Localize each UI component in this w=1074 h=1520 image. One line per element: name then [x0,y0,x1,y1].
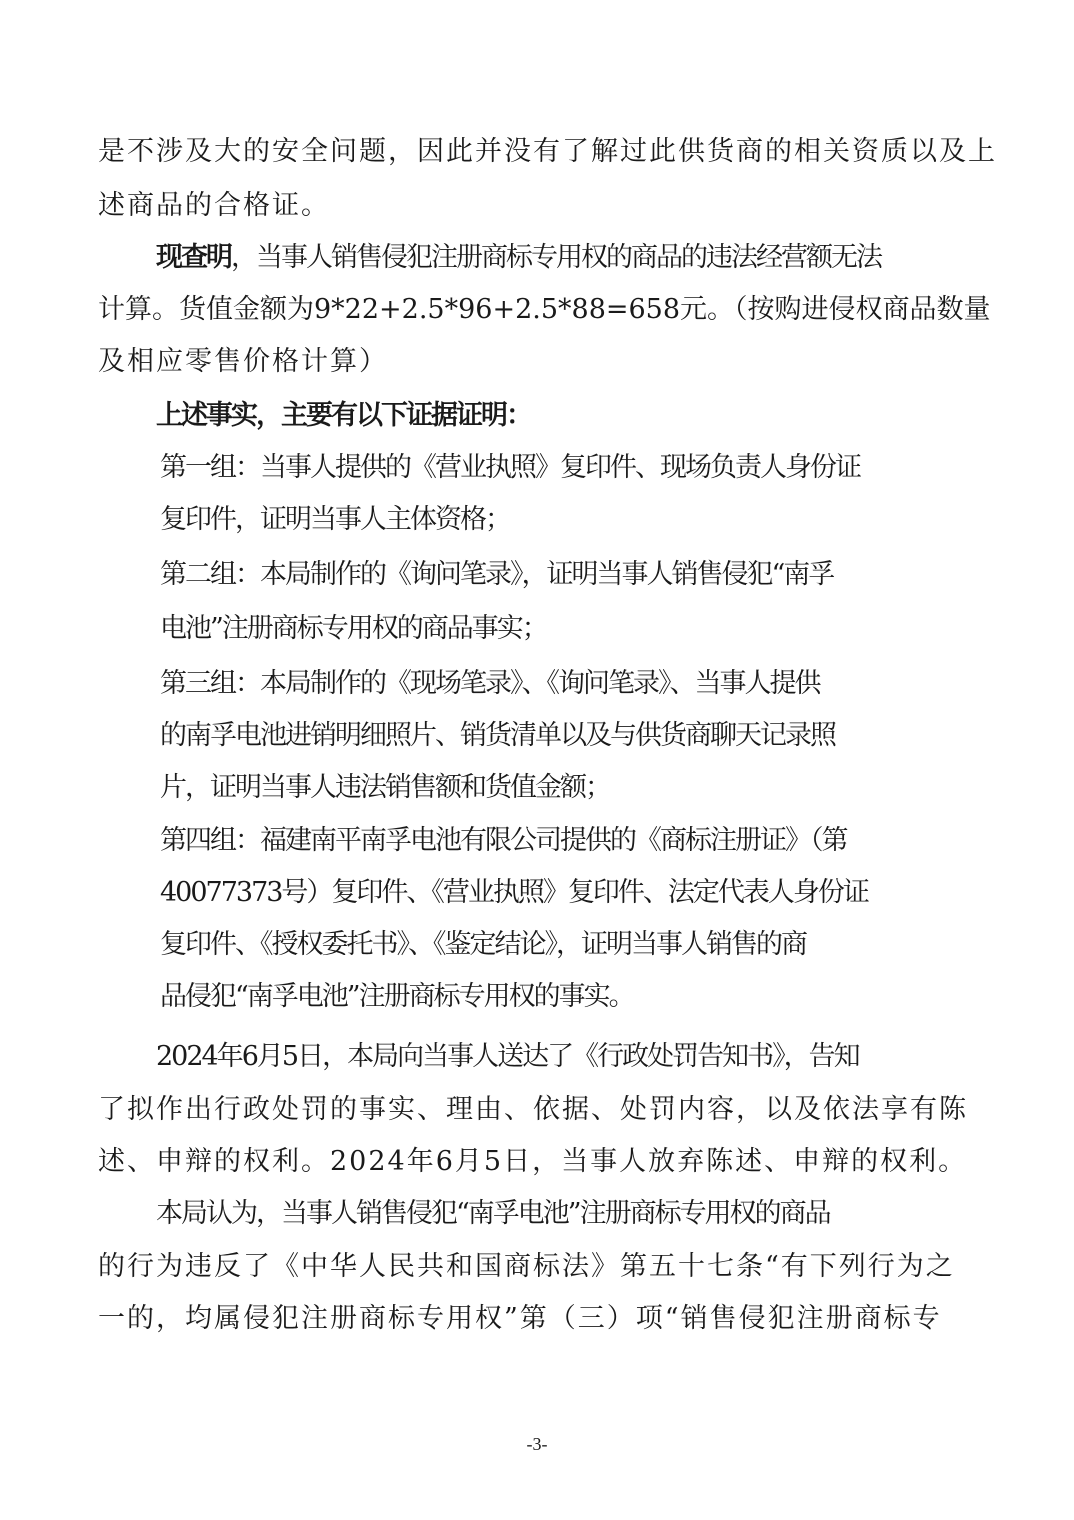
paragraph-1-line-2: 述商品的合格证。 [98,190,330,221]
evidence-heading: 上述事实，主要有以下证据证明： [156,400,531,431]
finding-lead: 现查明 [156,242,231,273]
evidence-group-3-line-1: 第三组：本局制作的《现场笔录》、《询问笔录》、当事人提供 [160,668,820,699]
paragraph-2-line-1 [156,238,1036,278]
paragraph-5-line-3: 一的，均属侵犯注册商标专用权”第（三）项“销售侵犯注册商标专 [98,1303,942,1334]
evidence-group-2-line-2: 电池”注册商标专用权的商品事实； [160,613,547,644]
paragraph-1-line-1: 是不涉及大的安全问题，因此并没有了解过此供货商的相关资质以及上 [98,136,997,167]
evidence-group-4-line-1: 第四组：福建南平南孚电池有限公司提供的《商标注册证》（第 [160,825,847,856]
evidence-group-3-line-3: 片，证明当事人违法销售额和货值金额； [160,772,610,803]
evidence-group-4-line-4: 品侵犯“南孚电池”注册商标专用权的事实。 [160,981,634,1012]
paragraph-2-line-3: 及相应零售价格计算） [98,346,388,377]
page-number: -3- [526,1434,548,1454]
evidence-group-4-line-2: 40077373号）复印件、《营业执照》复印件、法定代表人身份证 [160,877,868,908]
evidence-group-1-line-1: 第一组：当事人提供的《营业执照》复印件、现场负责人身份证 [160,452,860,483]
paragraph-5-line-1: 本局认为，当事人销售侵犯“南孚电池”注册商标专用权的商品 [156,1198,830,1229]
evidence-group-4-line-3: 复印件、《授权委托书》、《鉴定结论》，证明当事人销售的商 [160,929,806,960]
evidence-group-2-line-1: 第二组：本局制作的《询问笔录》，证明当事人销售侵犯“南孚 [160,559,834,590]
evidence-group-1-line-2: 复印件，证明当事人主体资格； [160,504,510,535]
paragraph-4-line-3: 述、申辩的权利。2024年6月5日，当事人放弃陈述、申辩的权利。 [98,1146,968,1177]
paragraph-2-line-2: 计算。货值金额为9*22+2.5*96+2.5*88=658元。（按购进侵权商品数量 [98,294,991,325]
evidence-group-3-line-2: 的南孚电池进销明细照片、销货清单以及与供货商聊天记录照 [160,720,835,751]
paragraph-4-line-1: 2024年6月5日，本局向当事人送达了《行政处罚告知书》，告知 [156,1041,859,1072]
finding-text: ，当事人销售侵犯注册商标专用权的商品的违法经营额无法 [231,242,881,273]
paragraph-4-line-2: 了拟作出行政处罚的事实、理由、依据、处罚内容，以及依法享有陈 [98,1094,968,1125]
paragraph-5-line-2: 的行为违反了《中华人民共和国商标法》第五十七条“有下列行为之 [98,1251,955,1282]
